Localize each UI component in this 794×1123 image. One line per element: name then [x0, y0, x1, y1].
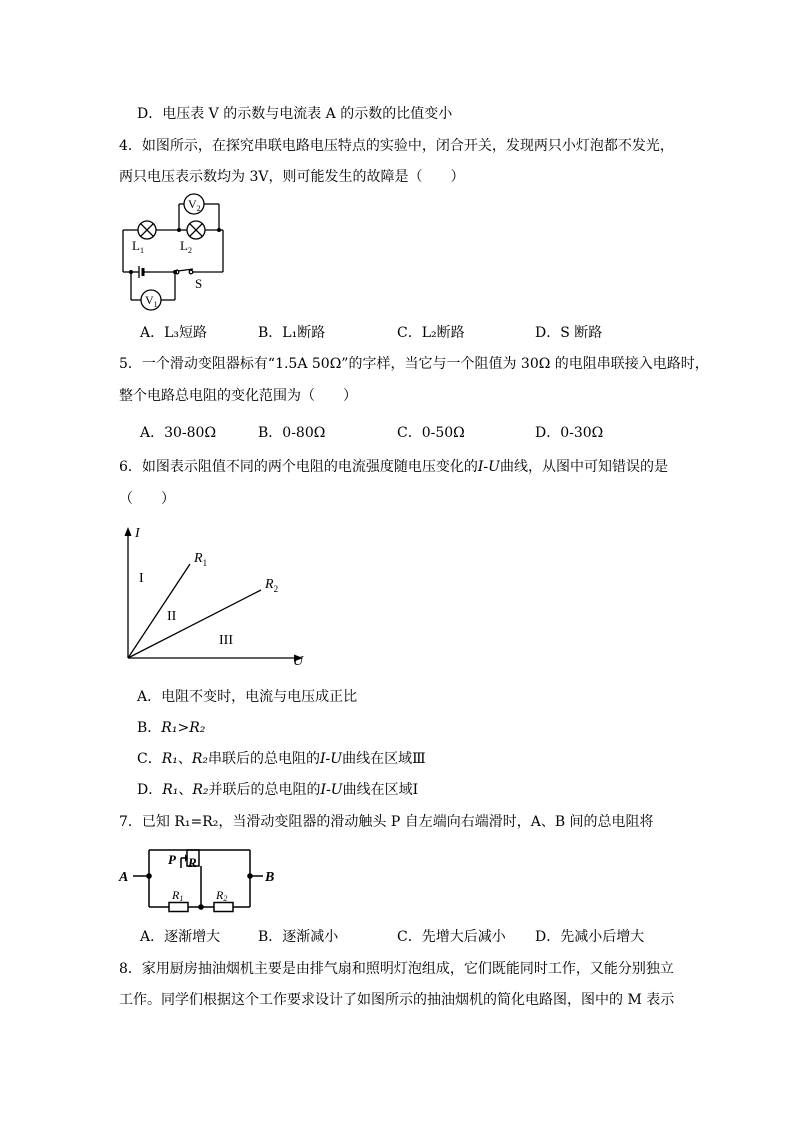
q4-option-c: C．L₂断路	[397, 325, 465, 341]
q4-circuit-figure	[113, 190, 233, 314]
q7-terminal-b: B	[265, 870, 275, 885]
q4-l2-label: $L_2$	[180, 238, 192, 255]
q7-r2-label: R2	[216, 888, 228, 903]
q7-slider-p-label: P	[168, 852, 176, 867]
q7-option-a: A．逐渐增大	[140, 929, 221, 945]
q6-region-3: III	[219, 633, 233, 648]
q7-option-b: B．逐渐减小	[258, 929, 339, 945]
q5-text-line1: 5．一个滑动变阻器标有“1.5A 50Ω”的字样，当它与一个阻值为 30Ω 的电阻串联接入电路时，	[119, 356, 709, 372]
q7-option-d: D．先减小后增大	[535, 929, 645, 945]
q4-l1-label: $L_1$	[132, 238, 144, 255]
q5-option-a: A．30-80Ω	[140, 425, 217, 441]
q6-axis-i-label: I	[135, 526, 140, 541]
q6-text-line2: （ ）	[119, 491, 175, 507]
q6-r2-label: $R_2$	[265, 577, 279, 594]
q5-option-b: B．0-80Ω	[258, 425, 326, 441]
q4-text-line1: 4．如图所示，在探究串联电路电压特点的实验中，闭合开关，发现两只小灯泡都不发光，	[119, 138, 674, 154]
q7-text: 7．已知 R₁=R₂，当滑动变阻器的滑动触头 P 自左端向右端滑时，A、B 间的总电阻将	[119, 814, 654, 830]
q7-option-c: C．先增大后减小	[397, 929, 506, 945]
q6-iu-graph	[115, 520, 315, 670]
q4-text-line2: 两只电压表示数均为 3V，则可能发生的故障是（ ）	[119, 169, 465, 185]
q6-option-b: B．R₁>R₂	[137, 720, 206, 736]
q7-r1-label: R1	[172, 888, 184, 903]
q6-region-1: I	[139, 571, 144, 586]
q5-option-c: C．0-50Ω	[397, 425, 465, 441]
q4-option-a: A．L₃短路	[140, 325, 208, 341]
q6-option-c: C．R₁、R₂串联后的总电阻的I-U曲线在区域Ⅲ	[137, 751, 426, 767]
q7-rheostat-r-label: R	[188, 855, 197, 870]
q6-region-2: II	[167, 609, 177, 624]
q8-text-line1: 8．家用厨房抽油烟机主要是由排气扇和照明灯泡组成，它们既能同时工作，又能分别独立	[119, 961, 674, 977]
q3-option-d: D．电压表 V 的示数与电流表 A 的示数的比值变小	[137, 106, 453, 122]
q4-option-d: D．S 断路	[535, 325, 603, 341]
q5-text-line2: 整个电路总电阻的变化范围为（ ）	[119, 388, 357, 404]
q4-v2-label: $V_2$	[188, 197, 201, 213]
q6-option-a: A．电阻不变时，电流与电压成正比	[137, 689, 358, 705]
q7-terminal-a: A	[119, 870, 129, 885]
q6-r1-label: $R_1$	[194, 551, 208, 568]
q8-text-line2: 工作。同学们根据这个工作要求设计了如图所示的抽油烟机的简化电路图，图中的 M 表示	[119, 992, 675, 1008]
q6-text-line1: 6．如图表示阻值不同的两个电阻的电流强度随电压变化的I-U曲线，从图中可知错误的是	[119, 459, 668, 475]
q7-circuit-figure	[115, 840, 285, 918]
q6-option-d: D．R₁、R₂并联后的总电阻的I-U曲线在区域Ⅰ	[137, 782, 419, 798]
q4-switch-label: S	[195, 276, 203, 291]
q6-axis-u-label: U	[293, 654, 304, 669]
q4-v1-label: $V_1$	[145, 293, 158, 309]
q4-option-b: B．L₁断路	[258, 325, 326, 341]
q5-option-d: D．0-30Ω	[535, 425, 604, 441]
